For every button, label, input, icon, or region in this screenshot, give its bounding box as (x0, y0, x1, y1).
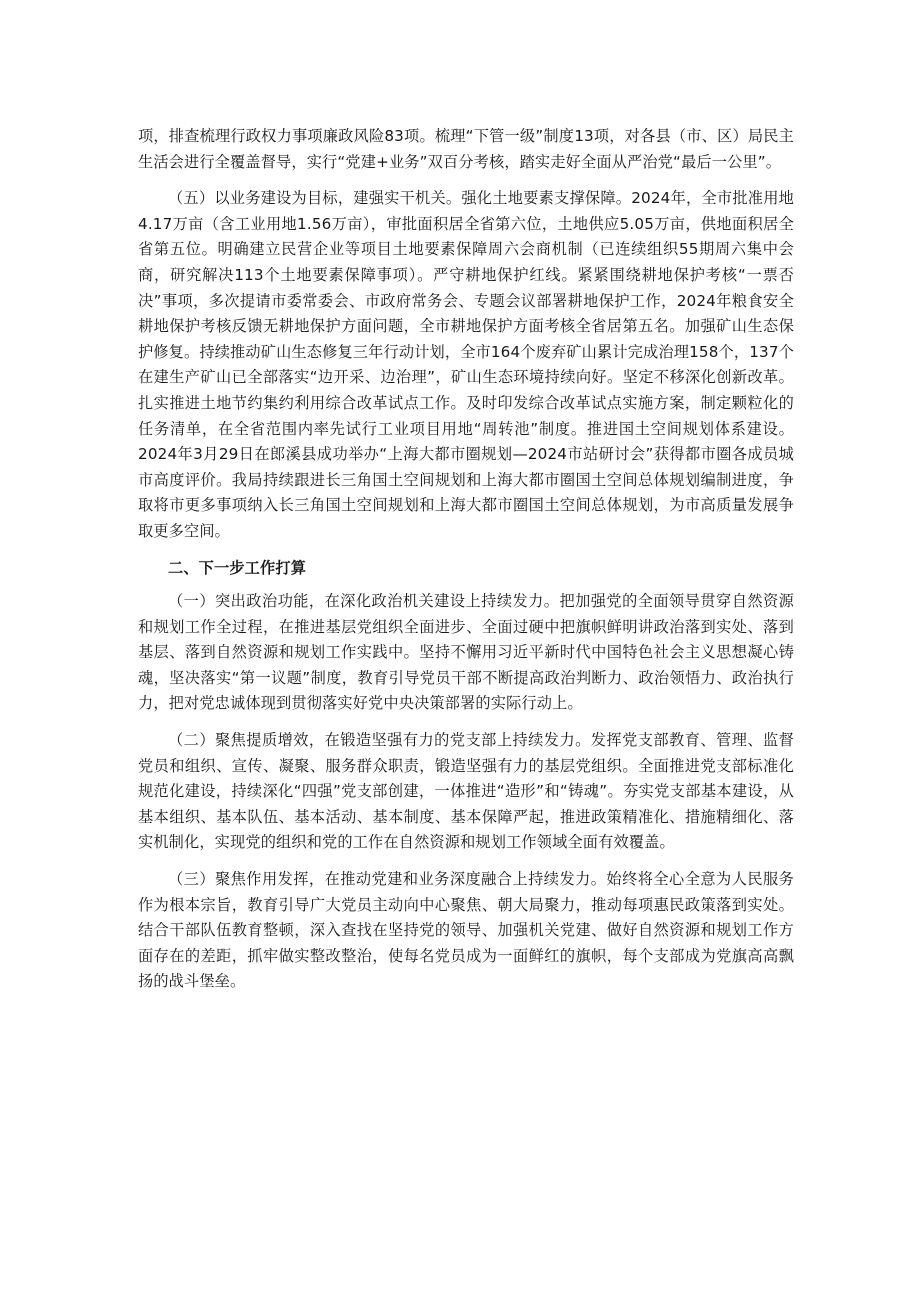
document-body (138, 124, 794, 1006)
paragraph-item-one: （一）突出政治功能，在深化政治机关建设上持续发力。把加强党的全面领导贯穿自然资源和规划工作全过程，在推进基层党组织全面进步、全面过硬中把旗帜鲜明讲政治落到实处、落到基层、落到自然资源和规划工作实践中。坚持不懈用习近平新时代中国特色社会主义思想凝心铸魂，坚决落实“第一议题”制度，教育引导党员干部不断提高政治判断力、政治领悟力、政治执行力，把对党忠诚体现到贯彻落实好党中央决策部署的实际行动上。 (138, 592, 794, 713)
paragraph-section-five: （五）以业务建设为目标，建强实干机关。强化土地要素支撑保障。2024年，全市批准用地4.17万亩（含工业用地1.56万亩），审批面积居全省第六位，土地供应5.05万亩，供地面积居全省第五位。明确建立民营企业等项目土地要素保障周六会商机制（已连续组织55期周六集中会商，研究解决113个土地要素保障事项）。严守耕地保护红线。紧紧围绕耕地保护考核“一票否决”事项，多次提请市委常委会、市政府常务会、专题会议部署耕地保护工作，2024年粮食安全耕地保护考核反馈无耕地保护方面问题，全市耕地保护方面考核全省居第五名。加强矿山生态保护修复。持续推动矿山生态修复三年行动计划，全市164个废弃矿山累计完成治理158个，137个在建生产矿山已全部落实“边开采、边治理”，矿山生态环境持续向好。坚定不移深化创新改革。扎实推进土地节约集约利用综合改革试点工作。及时印发综合改革试点实施方案，制定颗粒化的任务清单，在全省范围内率先试行工业项目用地“周转池”制度。推进国土空间规划体系建设。2024年3月29日在郎溪县成功举办“上海大都市圈规划—2024市站研讨会”获得都市圈各成员城市高度评价。我局持续跟进长三角国土空间规划和上海大都市圈国土空间总体规划编制进度，争取将市更多事项纳入长三角国土空间规划和上海大都市圈国土空间总体规划，为市高质量发展争取更多空间。 (138, 189, 794, 540)
paragraph-item-three: （三）聚焦作用发挥，在推动党建和业务深度融合上持续发力。始终将全心全意为人民服务作为根本宗旨，教育引导广大党员主动向中心聚焦、朝大局聚力，推动每项惠民政策落到实处。结合干部队伍教育整顿，深入查找在坚持党的领导、加强机关党建、做好自然资源和规划工作方面存在的差距，抓牢做实整改整治，使每名党员成为一面鲜红的旗帜，每个支部成为党旗高高飘扬的战斗堡垒。 (138, 870, 794, 991)
paragraph-item-two: （二）聚焦提质增效，在锻造坚强有力的党支部上持续发力。发挥党支部教育、管理、监督党员和组织、宣传、凝聚、服务群众职责，锻造坚强有力的基层党组织。全面推进党支部标准化规范化建设，持续深化“四强”党支部创建，一体推进“造形”和“铸魂”。夯实党支部基本建设，从基本组织、基本队伍、基本活动、基本制度、基本保障严起，推进政策精准化、措施精细化、落实机制化，实现党的组织和党的工作在自然资源和规划工作领域全面有效覆盖。 (138, 731, 794, 852)
section-heading-next-steps: 二、下一步工作打算 (168, 558, 307, 577)
paragraph-continuation: 项，排查梳理行政权力事项廉政风险83项。梳理“下管一级”制度13项，对各县（市、区）局民主生活会进行全覆盖督导，实行“党建+业务”双百分考核，踏实走好全面从严治党“最后一公里”。 (138, 127, 794, 171)
